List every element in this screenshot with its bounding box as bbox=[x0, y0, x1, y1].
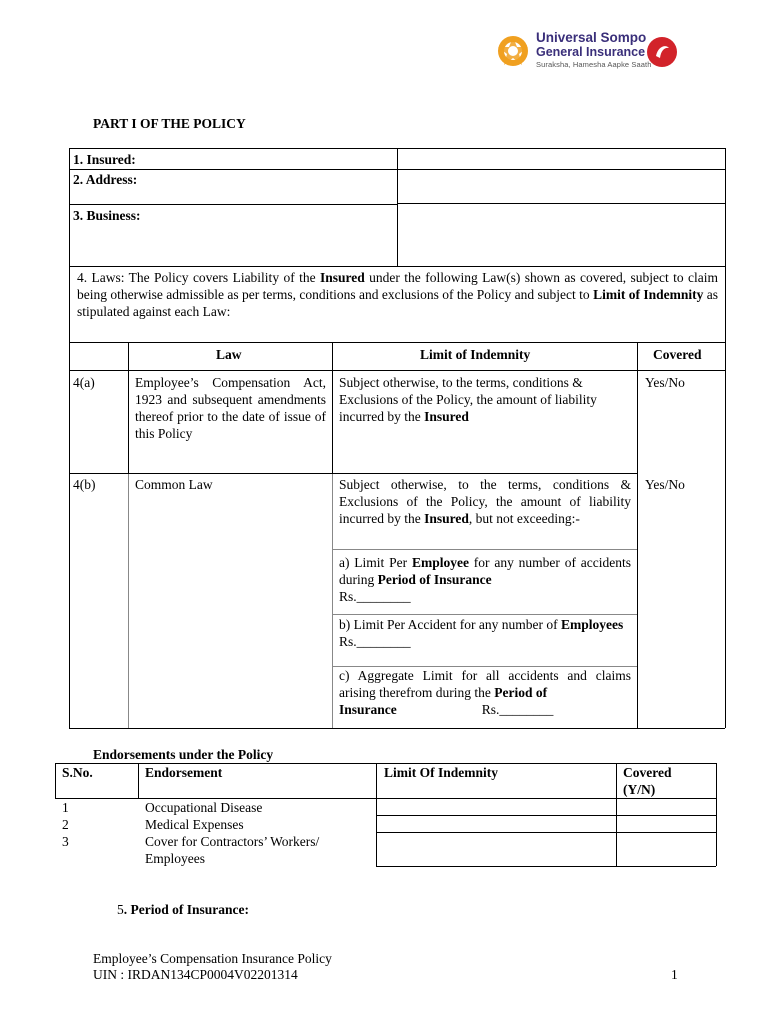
footer-uin: UIN : IRDAN134CP0004V02201314 bbox=[93, 967, 298, 982]
row-a-limit: Subject otherwise, to the terms, conditions & Exclusions of the Policy, the amount of liability incurred by the Insured bbox=[339, 375, 597, 424]
laws-header-law: Law bbox=[216, 347, 242, 362]
row-b-sub-c: c) Aggregate Limit for all accidents and claims arising therefrom during the Period of Insurance Rs.________ bbox=[339, 668, 631, 717]
endorse-header-limit: Limit Of Indemnity bbox=[384, 765, 499, 780]
row-b-number: 4(b) bbox=[73, 477, 96, 492]
row-b-law: Common Law bbox=[135, 477, 213, 492]
logo-line2: General Insurance bbox=[536, 45, 646, 59]
row-a-number: 4(a) bbox=[73, 375, 95, 390]
footer-policy-name: Employee’s Compensation Insurance Policy bbox=[93, 951, 332, 966]
row-a-covered: Yes/No bbox=[645, 375, 685, 390]
row-b-covered: Yes/No bbox=[645, 477, 685, 492]
endorse-row-1-sno: 1 bbox=[62, 800, 69, 815]
endorse-row-3-sno: 3 bbox=[62, 834, 69, 849]
logo-red-circle-icon bbox=[646, 36, 678, 68]
endorse-row-1-name: Occupational Disease bbox=[145, 800, 263, 815]
address-label: 2. Address: bbox=[73, 172, 138, 187]
logo-emblem-icon bbox=[495, 34, 531, 68]
endorse-header-sno: S.No. bbox=[62, 765, 93, 780]
logo-line1: Universal Sompo bbox=[536, 30, 647, 45]
laws-intro: 4. Laws: The Policy covers Liability of the Insured under the following Law(s) shown as covered, subject to claim being otherwise admissible as per terms, conditions and exclusions of the Policy and subject to Limit of Indemnity as stipulated against each Law: bbox=[77, 270, 719, 319]
laws-header-covered: Covered bbox=[653, 347, 702, 362]
laws-header-limit: Limit of Indemnity bbox=[420, 347, 531, 362]
period-of-insurance-label: 5. Period of Insurance: bbox=[117, 902, 249, 917]
endorsements-title: Endorsements under the Policy bbox=[93, 747, 274, 762]
endorse-header-endorsement: Endorsement bbox=[145, 765, 223, 780]
endorse-row-3-name: Cover for Contractors’ Workers/ Employees bbox=[145, 834, 320, 866]
endorse-row-2-sno: 2 bbox=[62, 817, 69, 832]
row-a-law: Employee’s Compensation Act, 1923 and subsequent amendments thereof prior to the date of issue of this Policy bbox=[135, 375, 326, 441]
business-label: 3. Business: bbox=[73, 208, 141, 223]
part-title: PART I OF THE POLICY bbox=[93, 116, 246, 131]
page-number: 1 bbox=[671, 967, 678, 982]
endorse-row-2-name: Medical Expenses bbox=[145, 817, 244, 832]
row-b-sub-b: b) Limit Per Accident for any number of Employees Rs.________ bbox=[339, 617, 624, 649]
endorse-header-covered: Covered (Y/N) bbox=[623, 765, 672, 797]
row-b-sub-a: a) Limit Per Employee for any number of accidents during Period of Insurance Rs.________ bbox=[339, 555, 631, 604]
logo-tagline: Suraksha, Hamesha Aapke Saath bbox=[536, 60, 652, 69]
row-b-limit: Subject otherwise, to the terms, conditions & Exclusions of the Policy, the amount of liability incurred by the Insured, but not exceeding:- bbox=[339, 477, 631, 526]
insured-label: 1. Insured: bbox=[73, 152, 136, 167]
